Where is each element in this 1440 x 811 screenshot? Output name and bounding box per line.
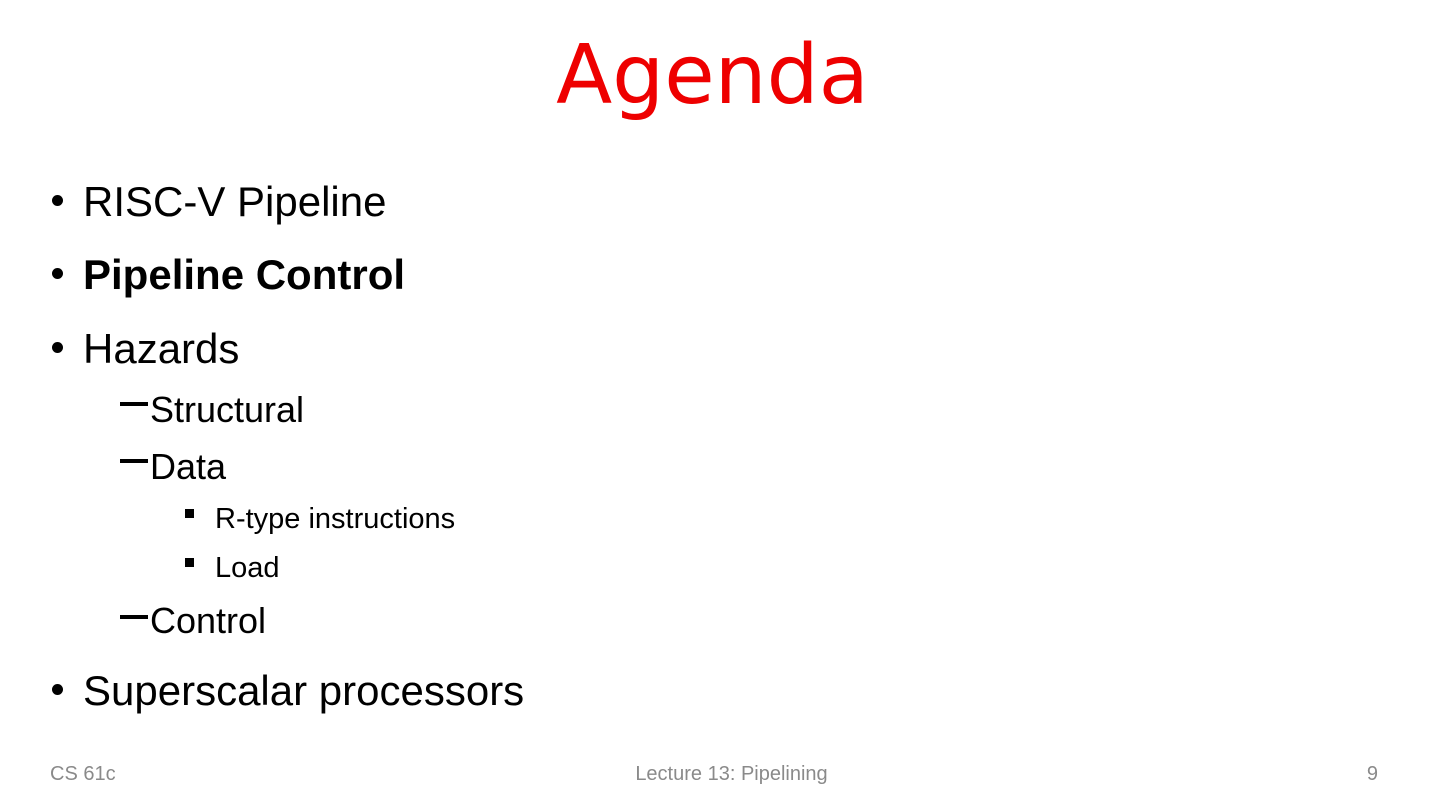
agenda-subitem-structural: Structural	[150, 389, 305, 430]
agenda-item-superscalar: Superscalar processors	[83, 667, 525, 714]
sub-bullet-dash	[120, 459, 148, 463]
agenda-subsubitem-r-type: R-type instructions	[215, 503, 456, 535]
agenda-item-risc-v-pipeline: RISC-V Pipeline	[83, 178, 387, 225]
agenda-subsubitem-load: Load	[215, 552, 280, 584]
agenda-subitem-data: Data	[150, 446, 227, 487]
bullet-dot	[52, 268, 63, 279]
sub-sub-bullet-square	[185, 509, 194, 518]
agenda-item-hazards: Hazards	[83, 325, 240, 372]
footer-lecture-title: Lecture 13: Pipelining	[635, 763, 828, 785]
bullet-dot	[52, 195, 63, 206]
sub-bullet-dash	[120, 615, 148, 619]
sub-sub-bullet-square	[185, 558, 194, 567]
sub-bullet-dash	[120, 402, 148, 406]
slide-title: Agenda	[556, 28, 869, 123]
agenda-subitem-control: Control	[150, 600, 267, 641]
bullet-dot	[52, 684, 63, 695]
agenda-item-pipeline-control: Pipeline Control	[83, 251, 406, 298]
footer-course: CS 61c	[50, 763, 116, 785]
footer-page-number: 9	[1366, 763, 1378, 785]
bullet-dot	[52, 342, 63, 353]
